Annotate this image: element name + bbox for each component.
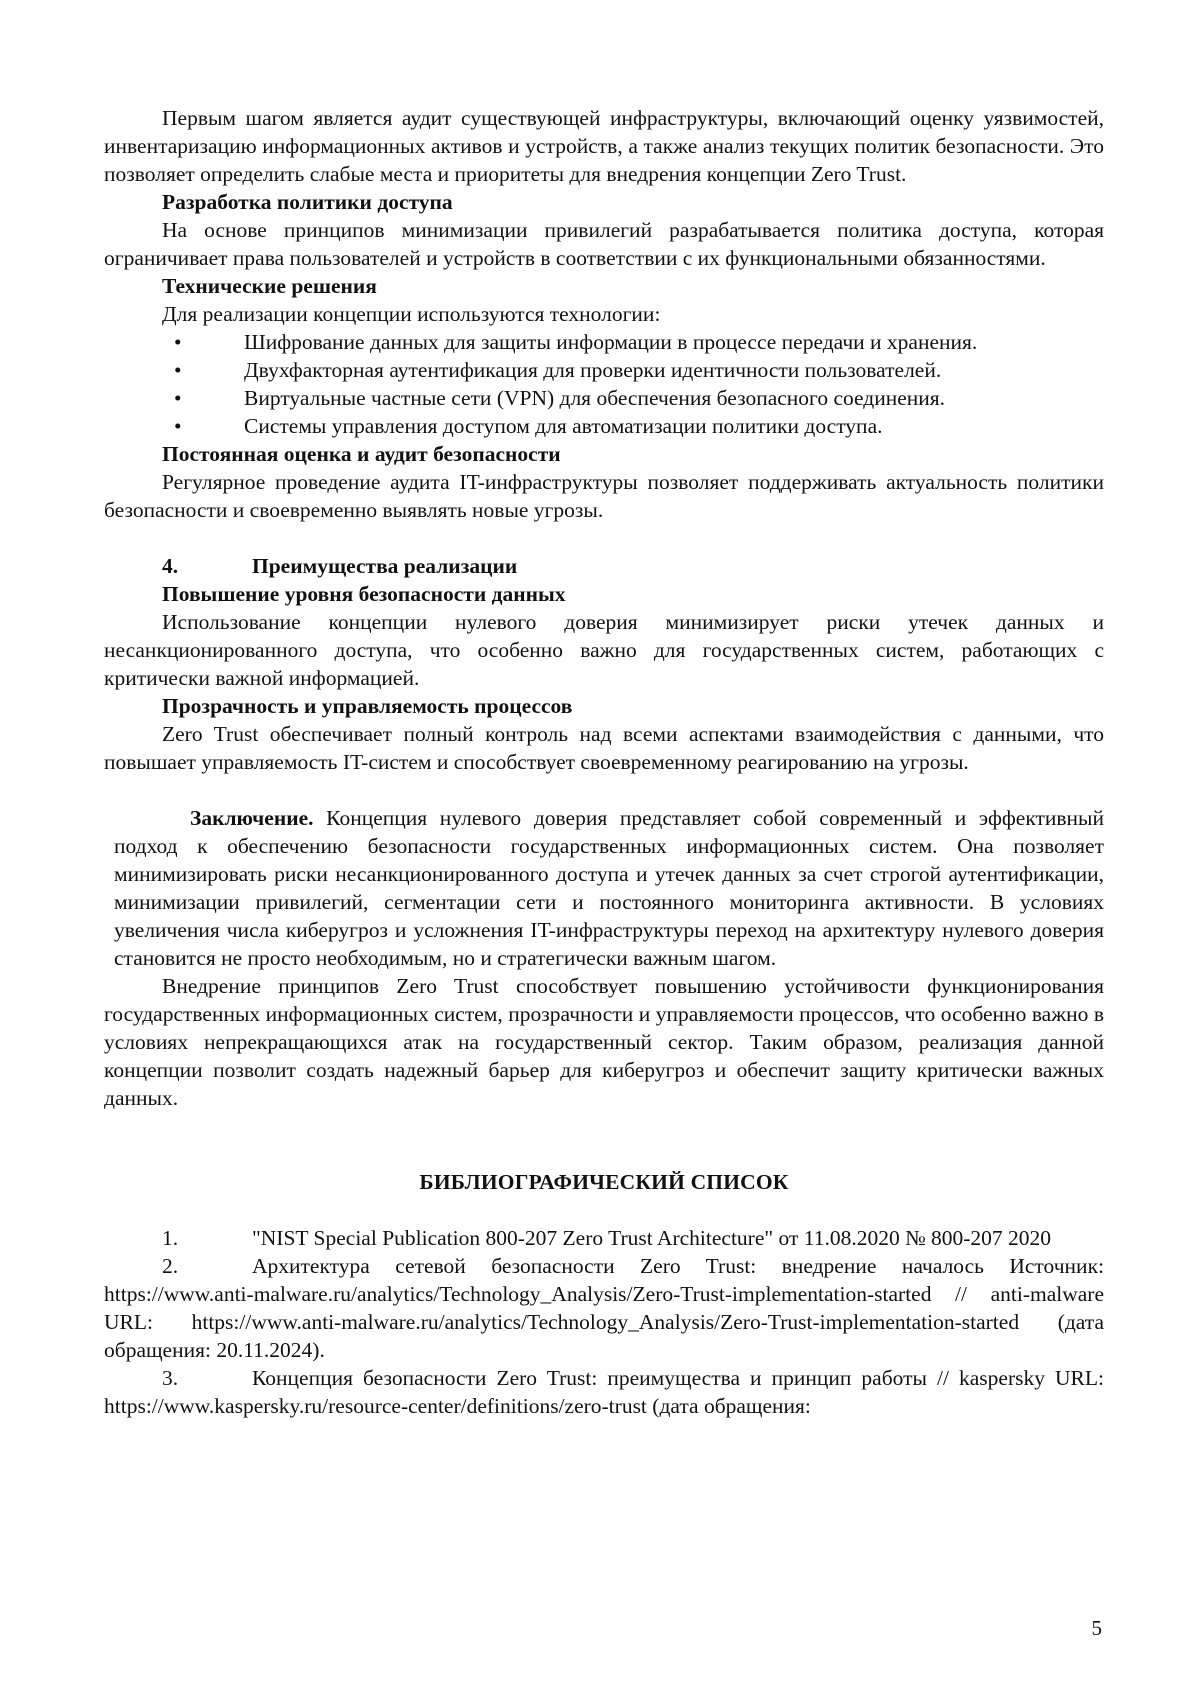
section-4-title <box>104 552 1104 580</box>
bibliography-list <box>104 1224 1104 1420</box>
section-number: 4. <box>162 554 179 578</box>
list-item-text: Системы управления доступом для автоматизации политики доступа. <box>244 414 883 438</box>
reference-text: Концепция безопасности Zero Trust: преимущества и принцип работы // kaspersky URL: https://www.kaspersky.ru/resource-center/definitions/zero-trust (дата обращения: <box>104 1366 1104 1418</box>
technology-list <box>104 328 1104 440</box>
list-item-text: Виртуальные частные сети (VPN) для обеспечения безопасного соединения. <box>244 386 946 410</box>
paragraph-conclusion <box>114 804 1104 972</box>
section-title-text: Преимущества реализации <box>252 554 518 578</box>
heading-technical-solutions: Технические решения <box>162 274 377 298</box>
bullet-marker: • <box>174 330 182 354</box>
conclusion-text: Концепция нулевого доверия представляет собой современный и эффективный подход к обеспечению безопасности государственных информационных систем. Она позволяет минимизировать риски несанкционированного доступа и утечек данных за счет строгой аутентификации, минимизации привилегий, сегментации сети и постоянного мониторинга активности. В условиях увеличения числа киберугроз и усложнения IT-инфраструктуры переход на архитектуру нулевого доверия становится не просто необходимым, но и стратегически важным шагом. <box>114 806 1104 970</box>
list-item <box>104 328 1104 356</box>
reference-item <box>104 1224 1104 1252</box>
bullet-marker: • <box>174 414 182 438</box>
list-item-text: Двухфакторная аутентификация для проверки идентичности пользователей. <box>244 358 942 382</box>
heading-data-security: Повышение уровня безопасности данных <box>162 582 566 606</box>
spacer <box>104 776 1104 804</box>
heading-transparency: Прозрачность и управляемость процессов <box>162 694 573 718</box>
page-body <box>104 104 1104 1420</box>
bullet-marker: • <box>174 386 182 410</box>
paragraph-audit: Первым шагом является аудит существующей инфраструктуры, включающий оценку уязвимостей, инвентаризацию информационных активов и устройств, а также анализ текущих политик безопасности. Это позволяет определить слабые места и приоритеты для внедрения концепции Zero Trust. <box>104 106 1104 186</box>
bibliography-title: БИБЛИОГРАФИЧЕСКИЙ СПИСОК <box>419 1170 789 1194</box>
bullet-marker: • <box>174 358 182 382</box>
reference-text: Архитектура сетевой безопасности Zero Trust: внедрение началось Источник: https://www.anti-malware.ru/analytics/Technology_Analysis/Zero-Trust-implementation-started // anti-malware URL: https://www.anti-malware.ru/analytics/Technology_Analysis/Zero-Trust-implementation-started (дата обращения: 20.11.2024). <box>104 1254 1104 1362</box>
paragraph-security-audit: Регулярное проведение аудита IT-инфраструктуры позволяет поддерживать актуальность политики безопасности и своевременно выявлять новые угрозы. <box>104 470 1104 522</box>
reference-number: 3. <box>162 1366 179 1390</box>
heading-access-policy: Разработка политики доступа <box>162 190 453 214</box>
list-item <box>104 412 1104 440</box>
reference-item <box>104 1364 1104 1420</box>
paragraph-data-security: Использование концепции нулевого доверия минимизирует риски утечек данных и несанкционированного доступа, что особенно важно для государственных систем, работающих с критически важной информацией. <box>104 610 1104 690</box>
paragraph-access-policy: На основе принципов минимизации привилегий разрабатывается политика доступа, которая ограничивает права пользователей и устройств в соответствии с их функциональными обязанностями. <box>104 218 1104 270</box>
reference-number: 1. <box>162 1226 179 1250</box>
paragraph-final: Внедрение принципов Zero Trust способствует повышению устойчивости функционирования государственных информационных систем, прозрачности и управляемости процессов, что особенно важно в условиях непрекращающихся атак на государственный сектор. Таким образом, реализация данной концепции позволит создать надежный барьер для киберугроз и обеспечит защиту критически важных данных. <box>104 974 1104 1110</box>
list-item <box>104 356 1104 384</box>
conclusion-block <box>104 804 1104 972</box>
reference-item <box>104 1252 1104 1364</box>
page-number: 5 <box>1091 1616 1102 1640</box>
reference-text: "NIST Special Publication 800-207 Zero Trust Architecture" от 11.08.2020 № 800-207 2020 <box>252 1226 1052 1250</box>
list-item-text: Шифрование данных для защиты информации в процессе передачи и хранения. <box>244 330 978 354</box>
heading-security-audit: Постоянная оценка и аудит безопасности <box>162 442 561 466</box>
conclusion-label: Заключение. <box>190 806 314 830</box>
list-item <box>104 384 1104 412</box>
paragraph-transparency: Zero Trust обеспечивает полный контроль над всеми аспектами взаимодействия с данными, что повышает управляемость IT-систем и способствует своевременному реагированию на угрозы. <box>104 722 1104 774</box>
paragraph-technologies-intro: Для реализации концепции используются технологии: <box>162 302 661 326</box>
reference-number: 2. <box>162 1254 179 1278</box>
